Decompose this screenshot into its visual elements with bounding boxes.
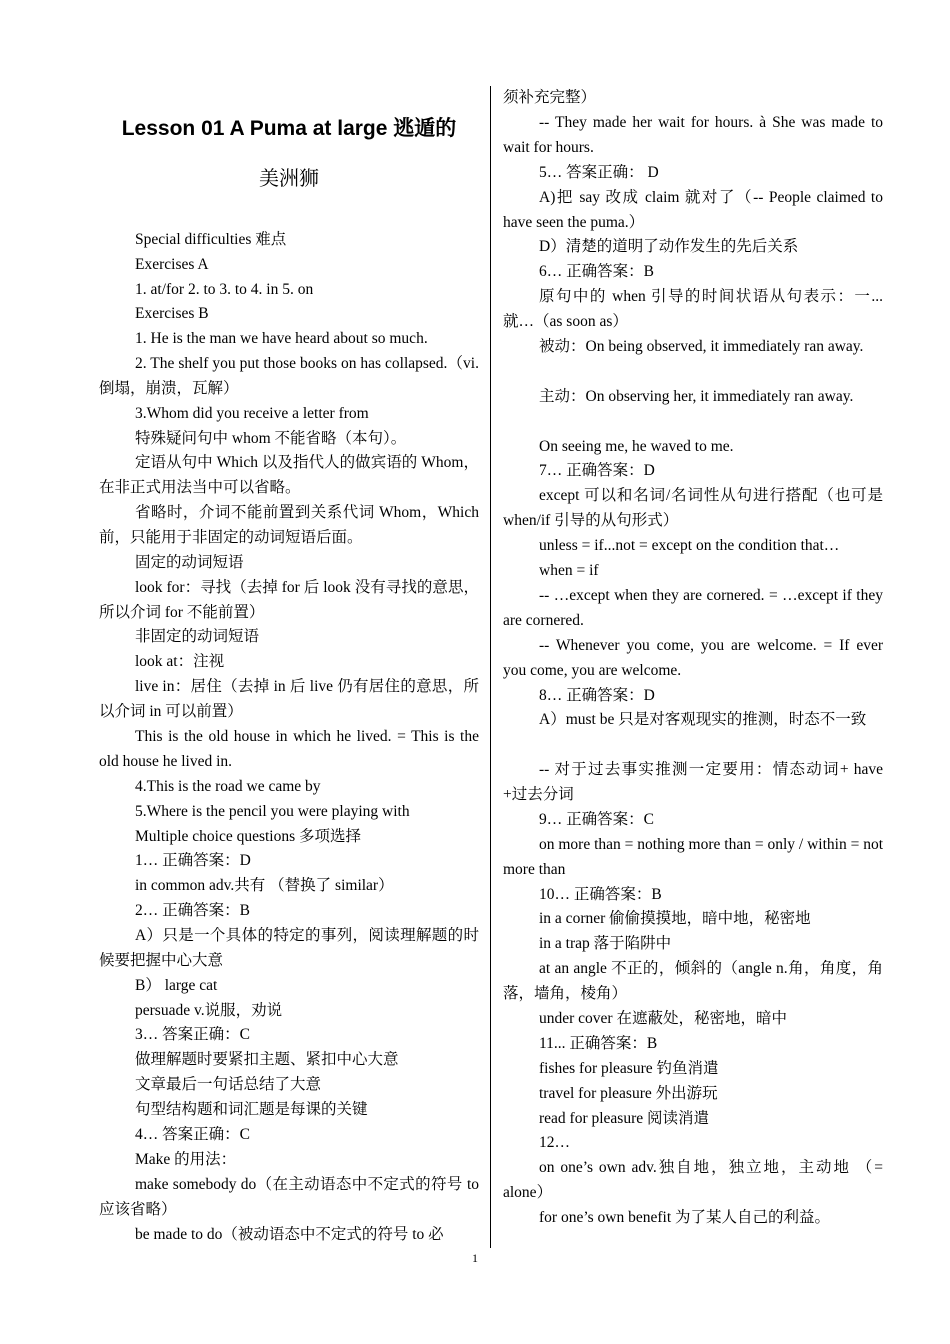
lesson-title-cn: 美洲狮: [259, 166, 319, 190]
right-para: D）清楚的道明了动作发生的先后关系: [539, 238, 799, 255]
left-para: 特殊疑问句中 whom 不能省略（本句）。: [135, 430, 407, 447]
column-divider: [490, 86, 491, 1248]
left-para: 5.Where is the pencil you were playing with: [135, 803, 410, 820]
left-para: 文章最后一句话总结了大意: [135, 1076, 322, 1093]
left-para: look at：注视: [135, 653, 225, 670]
right-para: at an angle 不正的，倾斜的（angle n.角，角度，角落，墙角，棱角）: [503, 960, 883, 1002]
left-para: 句型结构题和词汇题是每课的关键: [135, 1101, 368, 1118]
left-para: look for：寻找（去掉 for 后 look 没有寻找的意思，所以介词 for 不能前置）: [99, 579, 479, 621]
right-para: on more than = nothing more than = only / within = not more than: [503, 836, 883, 878]
left-para: 4.This is the road we came by: [135, 778, 321, 795]
right-para: 5… 答案正确： D: [539, 164, 659, 181]
right-para: -- 对于过去事实推测一定要用：情态动词+ have +过去分词: [503, 761, 883, 803]
left-para: persuade v.说服，劝说: [135, 1002, 283, 1019]
left-para: 1… 正确答案：D: [135, 852, 251, 869]
right-para: 主动：On observing her, it immediately ran away.: [539, 388, 854, 405]
left-para: 2… 正确答案：B: [135, 902, 250, 919]
right-para: A）must be 只是对客观现实的推测，时态不一致: [539, 711, 867, 728]
left-para: A）只是一个具体的特定的事列，阅读理解题的时候要把握中心大意: [99, 927, 479, 969]
left-para: be made to do（被动语态中不定式的符号 to 必: [135, 1226, 444, 1243]
left-para: make somebody do（在主动语态中不定式的符号 to 应该省略）: [99, 1176, 479, 1218]
left-para: Exercises B: [135, 305, 209, 322]
right-para: A)把 say 改成 claim 就对了（-- People claimed to have seen the puma.）: [503, 189, 883, 231]
right-para: 原句中的 when 引导的时间状语从句表示：一...就…（as soon as）: [503, 288, 883, 330]
right-para: 须补充完整）: [503, 89, 597, 106]
left-para: 2. The shelf you put those books on has collapsed.（vi.倒塌，崩溃，瓦解）: [99, 355, 479, 397]
left-para: live in：居住（去掉 in 后 live 仍有居住的意思，所以介词 in 可以前置）: [99, 678, 479, 720]
right-para: unless = if...not = except on the condition that…: [539, 537, 840, 554]
right-para: 10… 正确答案：B: [539, 886, 662, 903]
right-para: 8… 正确答案：D: [539, 687, 655, 704]
right-para: under cover 在遮蔽处，秘密地，暗中: [539, 1010, 787, 1027]
left-para: Special difficulties 难点: [135, 231, 287, 248]
left-para: 3.Whom did you receive a letter from: [135, 405, 369, 422]
left-para: 非固定的动词短语: [135, 628, 260, 645]
left-para: in common adv.共有 （替换了 similar）: [135, 877, 394, 894]
right-para: 6… 正确答案：B: [539, 263, 654, 280]
right-para: read for pleasure 阅读消遣: [539, 1110, 710, 1127]
right-para: 9… 正确答案：C: [539, 811, 654, 828]
left-para: Make 的用法：: [135, 1151, 237, 1168]
right-para: except 可以和名词/名词性从句进行搭配（也可是 when/if 引导的从句形式）: [503, 487, 883, 529]
right-para: for one’s own benefit 为了某人自己的利益。: [539, 1209, 831, 1226]
right-para: 7… 正确答案：D: [539, 462, 655, 479]
right-para: travel for pleasure 外出游玩: [539, 1085, 718, 1102]
left-para: 固定的动词短语: [135, 554, 244, 571]
left-para: Exercises A: [135, 256, 209, 273]
page-number: 1: [472, 1251, 478, 1265]
left-para: 做理解题时要紧扣主题、紧扣中心大意: [135, 1051, 399, 1068]
right-para: 12…: [539, 1134, 570, 1151]
left-para: 1. at/for 2. to 3. to 4. in 5. on: [135, 281, 314, 298]
right-para: On seeing me, he waved to me.: [539, 438, 734, 455]
lesson-title: Lesson 01 A Puma at large 逃遁的: [121, 117, 457, 140]
right-para: 被动：On being observed, it immediately ran away.: [539, 338, 864, 355]
left-para: This is the old house in which he lived. = This is the old house he lived in.: [99, 728, 479, 770]
left-para: 定语从句中 Which 以及指代人的做宾语的 Whom，在非正式用法当中可以省略。: [99, 454, 479, 496]
left-para: 1. He is the man we have heard about so much.: [135, 330, 428, 347]
right-para: -- They made her wait for hours. à She was made to wait for hours.: [503, 114, 883, 156]
right-para: when = if: [539, 562, 599, 579]
right-para: 11... 正确答案：B: [539, 1035, 658, 1052]
right-para: on one’s own adv.独自地，独立地，主动地 （= alone）: [503, 1159, 883, 1201]
right-para: fishes for pleasure 钓鱼消遣: [539, 1060, 719, 1077]
left-para: 3… 答案正确：C: [135, 1026, 250, 1043]
right-para: -- Whenever you come, you are welcome. = If ever you come, you are welcome.: [503, 637, 883, 679]
right-para: in a trap 落于陷阱中: [539, 935, 672, 952]
left-para: 4… 答案正确：C: [135, 1126, 250, 1143]
left-para: B） large cat: [135, 977, 218, 994]
right-para: in a corner 偷偷摸摸地，暗中地，秘密地: [539, 910, 811, 927]
left-para: 省略时，介词不能前置到关系代词 Whom，Which 前，只能用于非固定的动词短语后面。: [99, 504, 479, 546]
right-para: -- …except when they are cornered. = …except if they are cornered.: [503, 587, 883, 629]
left-para: Multiple choice questions 多项选择: [135, 828, 362, 845]
